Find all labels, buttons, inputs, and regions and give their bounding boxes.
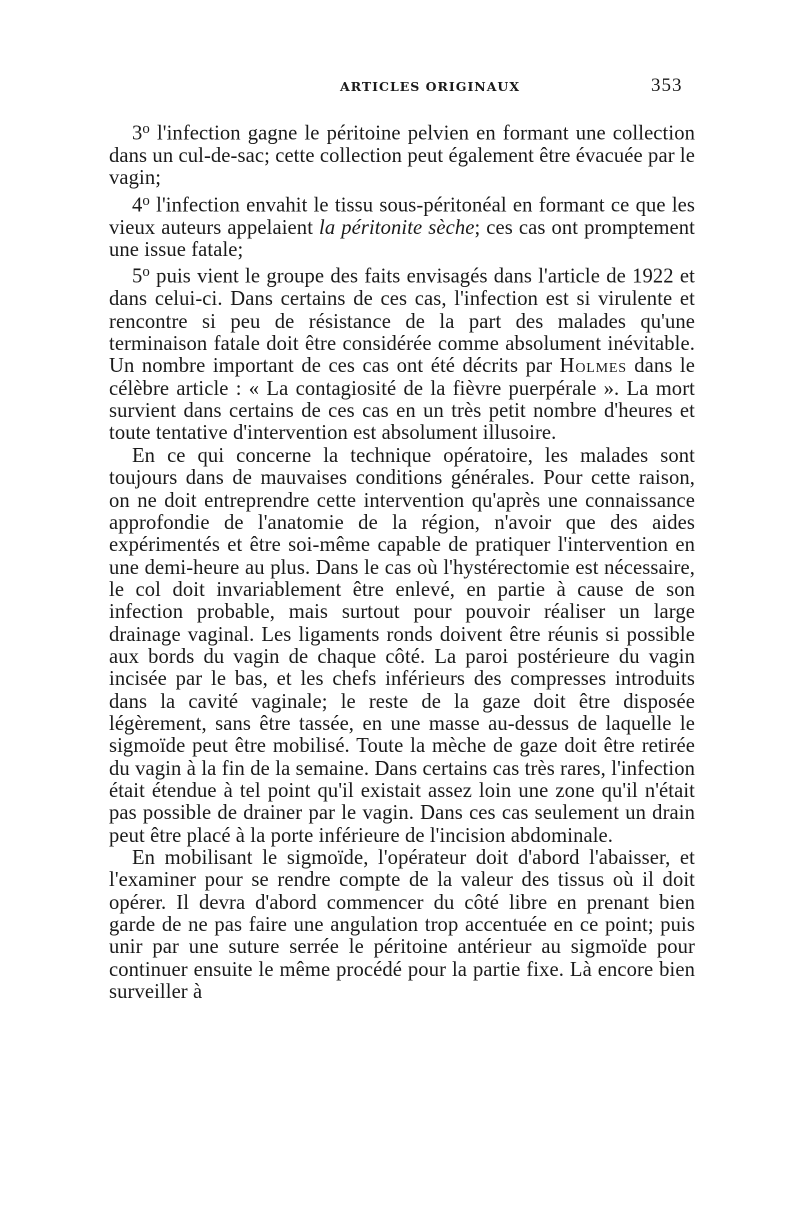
item-number: 4 bbox=[132, 194, 143, 217]
italic-term: la péritonite sèche bbox=[319, 216, 475, 239]
article-body bbox=[109, 118, 695, 1003]
paragraph-item-3 bbox=[109, 118, 695, 190]
paragraph-item-5 bbox=[109, 261, 695, 444]
item-number: 3 bbox=[132, 122, 143, 145]
page-number: 353 bbox=[651, 75, 683, 96]
item-number: 5 bbox=[132, 266, 143, 289]
item-text: puis vient le groupe des faits envisagés dans l'article de 1922 et dans celui-ci. Dans certains de ces cas, l'infection est si virulente et rencontre si peu de résistance de la part des malades qu'une terminaison fatale doit être considérée comme absolument inévitable. Un nombre important de ces cas ont été décrits par bbox=[109, 266, 695, 378]
paragraph-sigmoide: En mobilisant le sigmoïde, l'opérateur doit d'abord l'abaisser, et l'examiner pour se rendre compte de la valeur des tissus où il doit opérer. Il devra d'abord commencer du côté libre en prenant bien garde de ne pas faire une angulation trop accentuée en ce point; puis unir par une suture serrée le péritoine antérieur au sigmoïde pour continuer ensuite le même procédé pour la partie fixe. Là encore bien surveiller à bbox=[109, 847, 695, 1004]
author-name: Holmes bbox=[559, 355, 627, 378]
running-head: ARTICLES ORIGINAUX bbox=[340, 79, 521, 94]
item-ordinal: o bbox=[142, 192, 150, 209]
item-text: l'infection gagne le péritoine pelvien en formant une collection dans un cul-de-sac; cette collection peut également être évacuée par le vagin; bbox=[109, 122, 695, 190]
item-ordinal: o bbox=[142, 264, 150, 281]
item-text: l'infection envahit le tissu sous-péritonéal en formant ce que les vieux auteurs appelaient bbox=[109, 194, 695, 239]
item-ordinal: o bbox=[142, 121, 150, 137]
paragraph-technique: En ce qui concerne la technique opératoire, les malades sont toujours dans de mauvaises conditions générales. Pour cette raison, on ne doit entreprendre cette intervention qu'après une connaissance approfondie de l'anatomie de la région, n'avoir que des aides expérimentés et être soi-même capable de pratiquer l'intervention en une demi-heure au plus. Dans le cas où l'hystérectomie est nécessaire, le col doit invariablement être enlevé, en partie à cause de son infection probable, mais surtout pour pouvoir réaliser un large drainage vaginal. Les ligaments ronds doivent être réunis si possible aux bords du vagin de chaque côté. La paroi postérieure du vagin incisée par le bas, et les chefs inférieurs des compresses introduits dans la cavité vaginale; le reste de la gaze doit être disposée légèrement, sans être tassée, en une masse au-dessus de laquelle le sigmoïde peut être mobilisé. Toute la mèche de gaze doit être retirée du vagin à la fin de la semaine. Dans certains cas très rares, l'infection était étendue à tel point qu'il existait assez loin une zone qu'il n'était pas possible de drainer par le vagin. Dans ces cas seulement un drain peut être placé à la porte inférieure de l'incision abdominale. bbox=[109, 444, 695, 847]
item-text: dans le célèbre article : « La contagiosité de la fièvre puerpérale ». La mort survient dans certains de ces cas en un très petit nombre d'heures et toute tentative d'intervention est absolument illusoire. bbox=[109, 355, 695, 445]
paragraph-item-4 bbox=[109, 190, 695, 262]
item-text: ; ces cas ont promptement une issue fatale; bbox=[109, 216, 695, 262]
